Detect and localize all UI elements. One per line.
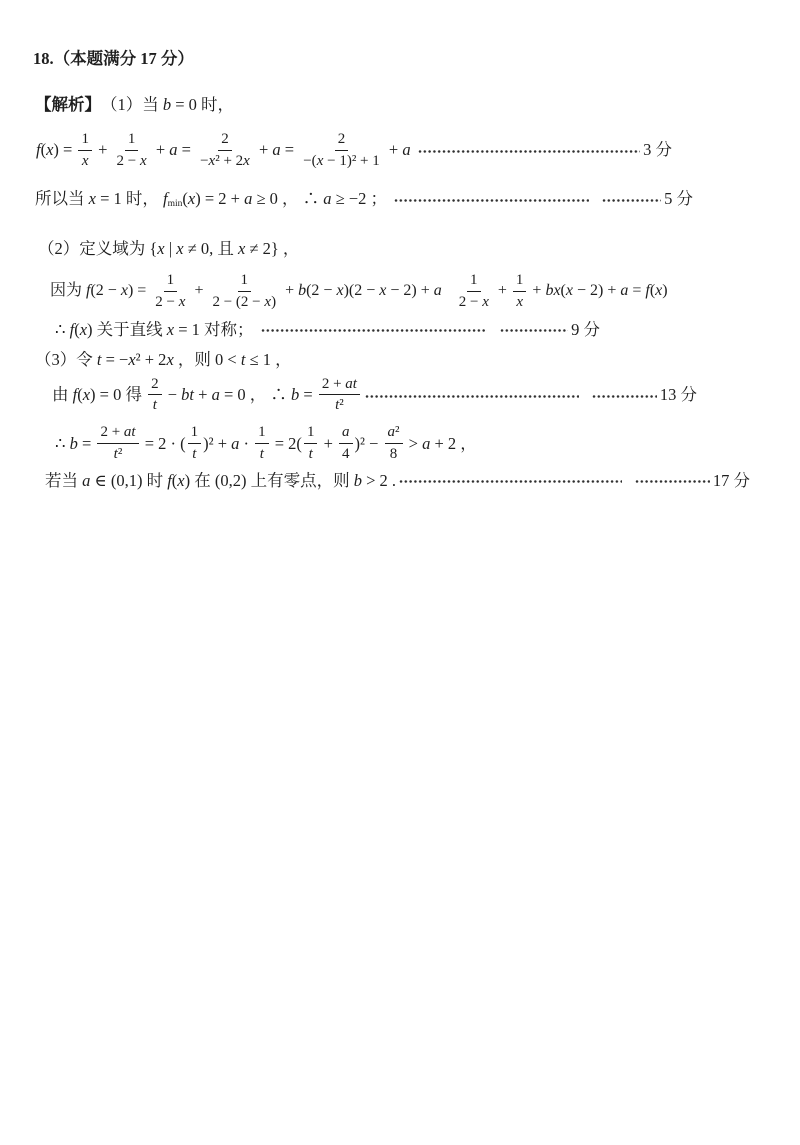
text-run: x [82,385,91,405]
text-run: ≥ 0 ， ∴ [252,189,324,209]
fraction-denominator [114,151,150,171]
text-run: a [211,385,220,405]
dotted-leader [418,150,640,153]
text-run: 2 + [100,424,124,441]
text-run: （3）令 [35,350,97,370]
fraction-denominator [300,151,383,171]
text-run: t [152,397,157,414]
fraction [255,423,269,464]
text-run: 所以当 [35,189,89,209]
text-run: x [166,350,174,370]
dotted-leader [500,329,568,332]
text-run: = 0 时， [171,95,235,115]
text-run: 1 [515,272,524,289]
fraction-numerator [319,375,360,396]
text-run: = [177,140,196,160]
text-run: 由 [52,385,73,405]
fraction [197,130,253,171]
text-run: ( [40,140,47,160]
analysis-part1-line [35,94,800,115]
fraction-denominator [152,292,188,312]
text-run: 【解析】 [35,95,101,115]
text-run: ² + 2 [215,152,244,169]
text-run: f [86,282,91,300]
text-run: )(2 − [343,282,380,300]
text-run: b [69,433,78,453]
text-run: 1 [258,424,266,441]
min-value-line [35,188,693,209]
fraction-numerator [188,423,202,444]
text-run: a [342,424,350,441]
conclusion-line [45,470,750,491]
fraction-numerator [97,423,138,444]
text-run: t [259,445,264,462]
fraction-denominator [513,292,526,312]
fraction [78,130,92,171]
dotted-leader [592,395,657,398]
text-run: t [113,445,118,462]
text-run: −( [303,152,317,169]
fraction-denominator [387,444,401,464]
text-run: ) [271,294,277,310]
score-label-9: 9 分 [571,319,600,339]
text-run: a [82,470,91,490]
text-run: (2 − [306,282,337,300]
text-run: 2 [151,375,159,392]
text-run: x [166,319,175,339]
text-run: x [336,282,344,300]
text-run: = 1 时， [95,189,164,209]
text-run: ∈ (0,1) 时 [90,470,168,490]
text-run: ( [77,385,83,405]
text-run: ) [662,282,668,300]
text-run: x [237,238,246,258]
fraction [319,375,360,416]
fraction-denominator [209,292,279,312]
fraction-denominator [79,151,92,171]
text-run: ² + 2 [135,350,167,370]
text-run: x [243,152,250,169]
text-run: ² [339,397,344,414]
text-run: 2 [337,130,346,147]
text-run: x [140,152,147,169]
text-run: · [239,433,254,453]
part2-domain-line [38,238,800,259]
text-run: at [345,375,357,392]
text-run: x [565,282,573,300]
text-run: = 0 ， ∴ [219,385,292,405]
text-run: f [36,140,41,160]
text-run: x [516,294,523,310]
fraction-denominator [306,444,316,464]
text-run: ( [74,319,80,339]
text-run: − 2) + [386,282,434,300]
dotted-leader [399,480,622,483]
text-run: 8 [389,445,398,462]
text-run: + [151,140,170,160]
text-run: = [628,282,646,300]
text-run: − [163,385,182,405]
text-run: + [281,282,299,300]
symmetry-derivation-line [50,271,800,312]
b-expression-line [52,375,697,416]
text-run: 1 [240,272,249,289]
text-run: a [620,282,629,300]
text-run: bx [545,282,561,300]
fraction-denominator [332,395,347,415]
text-run: 1 [166,272,175,289]
text-run: x [177,470,185,490]
dotted-leader [602,199,661,202]
text-run: = 2( [270,433,302,453]
fraction-denominator [339,444,353,464]
text-run: t [96,350,102,370]
text-run: ≥ −2 ； [331,189,392,209]
text-run: x [316,152,324,169]
text-run: )² + [203,433,232,453]
text-run: a [422,433,431,453]
fraction [188,423,202,464]
text-run: a [272,140,281,160]
text-run: t [335,397,340,414]
text-run: （1）当 [101,95,163,115]
text-run [411,139,415,160]
b-inequality-line [55,423,800,464]
text-run: x [178,294,186,310]
text-run: + [493,282,511,300]
text-run: 因为 [50,282,87,300]
text-run: a [231,433,240,453]
text-run: ≤ 1 ， [245,350,292,370]
text-run: x [157,238,165,258]
fraction-numerator [218,130,232,151]
fraction-denominator [197,151,253,171]
text-run: + [254,140,273,160]
fraction-numerator [238,271,252,292]
text-run: ∴ [55,433,70,453]
text-run: a [433,282,442,300]
text-run: a [244,189,253,209]
text-run: b [298,282,307,300]
text-run: t [192,445,197,462]
text-run: + [194,385,212,405]
fraction-numerator [78,130,92,151]
fraction-numerator [304,423,318,444]
dotted-leader [394,199,589,202]
dotted-leader [365,395,579,398]
text-run: x [208,152,216,169]
text-run: ) 关于直线 [87,319,167,339]
text-run: f [69,319,75,339]
text-run: x [176,238,184,258]
score-label-17: 17 分 [712,470,750,490]
fraction [97,423,138,464]
text-run: ( [649,282,656,300]
text-run: − 1)² + 1 [323,152,380,169]
fraction [304,423,318,464]
text-run: = − [101,350,129,370]
text-run: ≠ 0, 且 [183,238,238,258]
fraction-numerator [385,423,403,444]
text-run: 1 [470,272,478,289]
text-run: > [404,433,423,453]
text-run: x [120,282,128,300]
text-run: ) = [53,140,77,160]
text-run: x [264,294,272,310]
fraction-denominator [456,292,492,312]
fraction [513,271,527,312]
text-run: + [190,282,208,300]
text-run: ² [117,445,123,462]
text-run: = [280,140,299,160]
text-run: = 1 对称； [174,319,258,339]
text-run: x [187,189,196,209]
dotted-leader [261,329,487,332]
text-run: | [164,238,177,258]
fraction [385,423,403,464]
text-run: t [308,445,313,462]
text-run: b [291,385,300,405]
fraction-denominator [150,395,160,415]
score-label-13: 13 分 [659,385,697,405]
text-run: a [169,140,178,160]
text-run: t [240,350,246,370]
fraction-numerator [513,271,527,292]
text-run: ) = 0 得 [90,385,147,405]
formula-fx-line [36,130,672,171]
fraction [209,271,279,312]
fraction [148,375,162,416]
text-run: x [81,152,89,169]
text-run: at [123,424,136,441]
text-run: + [93,140,112,160]
text-run: 2 − (2 − [212,294,265,310]
text-run: 4 [342,445,350,462]
text-run: （2）定义域为 { [38,238,158,258]
symmetry-conclusion-line [55,319,600,340]
text-run: x [482,294,489,310]
text-run: x [655,282,663,300]
text-run: 1 [306,424,315,441]
text-run: ∴ [55,319,70,339]
text-run: 若当 [45,470,83,490]
text-run: f [163,189,168,209]
text-run: + [384,140,403,160]
text-run: (2 − [90,282,121,300]
fraction [339,423,353,464]
text-run: x [128,350,136,370]
text-run: 2 − [458,294,483,310]
text-run: − [200,152,209,169]
text-run: ) = 2 + [195,189,245,209]
text-run: x [379,282,387,300]
text-run: f [645,282,650,300]
fraction [114,130,150,171]
fraction-numerator [339,423,353,444]
text-run: ( [560,282,566,300]
text-run: a [387,424,395,441]
text-run: f [72,385,78,405]
fraction-denominator [257,444,267,464]
dotted-leader [635,480,709,483]
text-run: bt [181,385,195,405]
text-run: + 2 ， [430,433,477,453]
text-run: x [79,319,88,339]
text-run: 2 + [321,375,346,392]
fraction-numerator [467,271,481,292]
text-run: ，则 0 < [173,350,241,370]
text-run: b [353,470,362,490]
problem-heading [33,48,800,69]
text-run: = 2 · ( [140,433,186,453]
text-run: 2 − [116,152,141,169]
fraction [300,130,383,171]
text-run: 18.（本题满分 17 分） [33,49,194,68]
fraction-numerator [164,271,178,292]
fraction-numerator [335,130,349,151]
text-run: ² [395,424,400,441]
fraction-numerator [148,375,162,396]
text-run: = [77,433,96,453]
text-run: + [319,433,337,453]
subscript-min: min [167,198,183,209]
text-run: ) = [127,282,151,300]
fraction-numerator [125,130,139,151]
text-run: f [167,470,172,490]
fraction [152,271,188,312]
text-run: a [402,140,411,160]
part3-substitution-line [35,349,800,370]
text-run: a [323,189,332,209]
text-run: x [46,140,54,160]
text-run: 1 [127,130,136,147]
text-run: ≠ 2} ， [245,238,300,258]
text-run: ) 在 (0,2) 上有零点，则 [184,470,354,490]
text-run: 2 [221,130,229,147]
text-run: 2 − [155,294,179,310]
fraction [456,271,492,312]
text-run: ( [182,189,188,209]
text-run: ( [171,470,178,490]
text-run: x [88,189,96,209]
score-label-5: 5 分 [664,189,693,209]
text-run: 1 [190,424,199,441]
text-run: b [162,95,172,115]
text-run: + [528,282,546,300]
text-run: > 2 . [361,470,397,490]
text-run: )² − [354,433,383,453]
score-label-3: 3 分 [643,140,672,160]
text-run: 1 [81,130,89,147]
fraction-denominator [189,444,199,464]
text-run: − 2) + [572,282,621,300]
fraction-numerator [255,423,269,444]
text-run: = [299,385,317,405]
fraction-denominator [111,444,126,464]
